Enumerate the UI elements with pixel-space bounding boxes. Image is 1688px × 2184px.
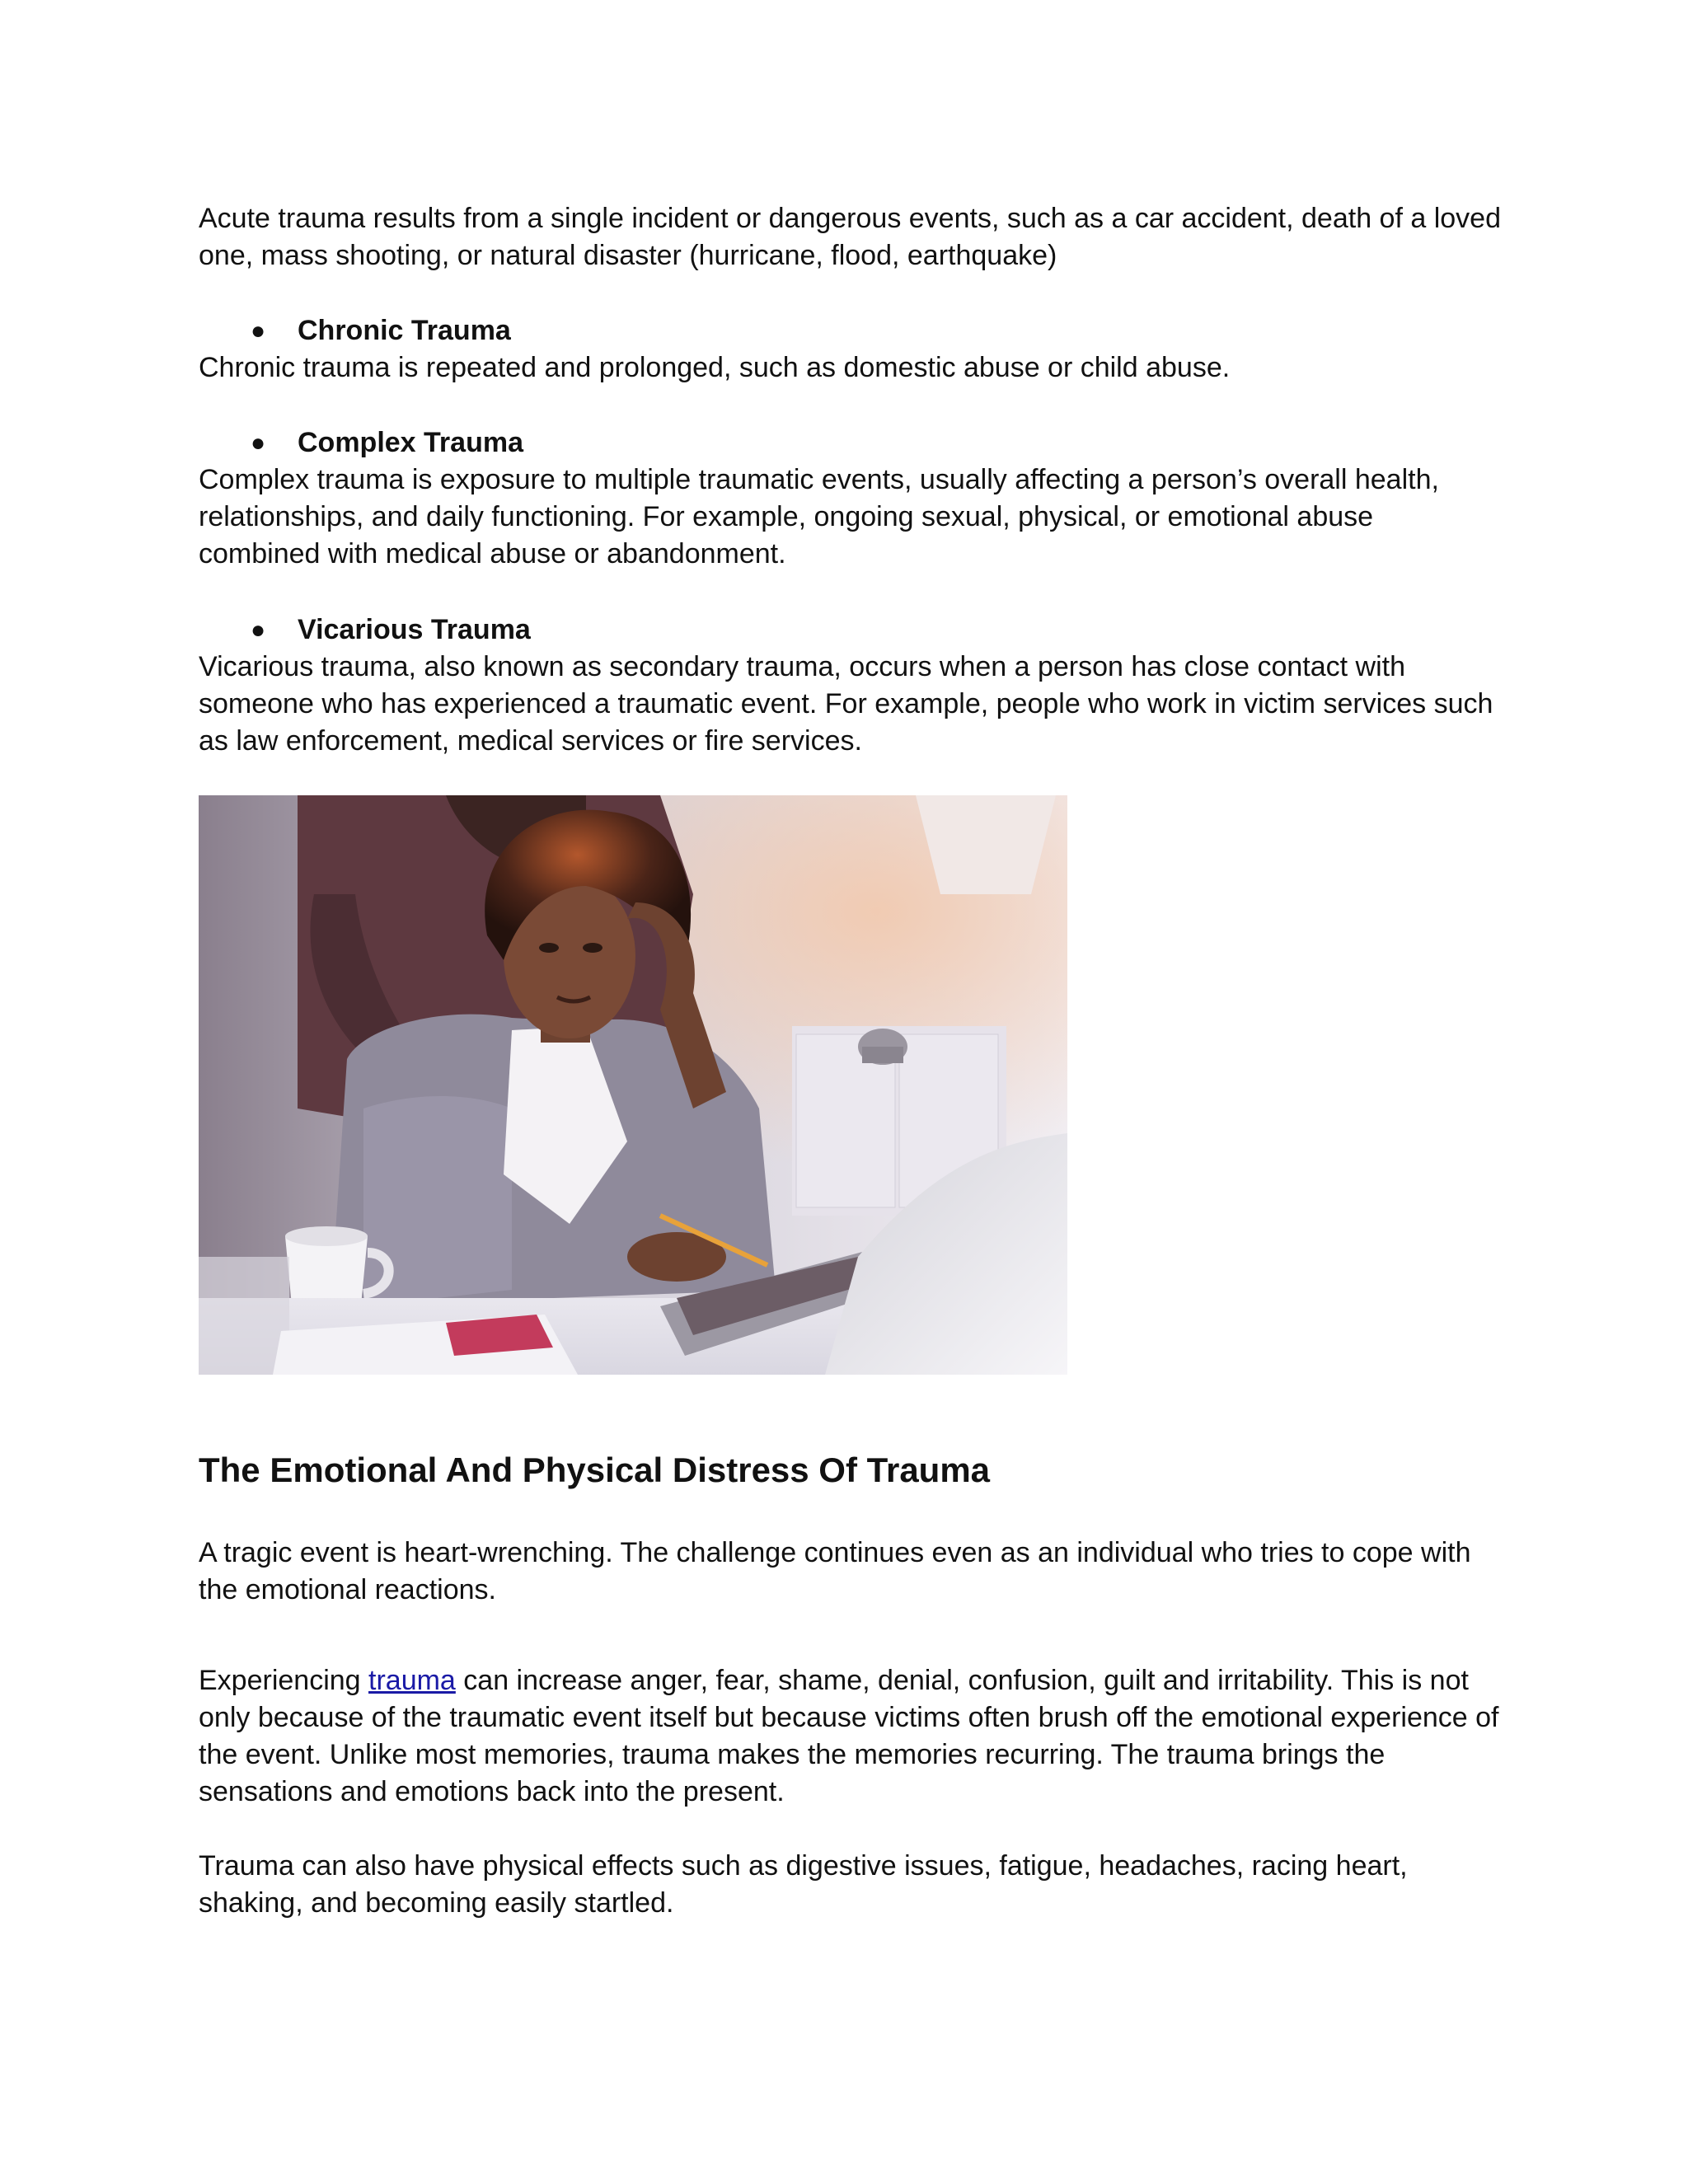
bullet-vicarious-trauma [199, 612, 1501, 649]
bullet-chronic-trauma [199, 312, 1501, 349]
tragic-event-paragraph: A tragic event is heart-wrenching. The challenge continues even as an individual who tries to cope with the emotional reactions. [199, 1537, 1471, 1605]
bullet-dot-icon: ● [251, 429, 266, 457]
complex-trauma-paragraph: Complex trauma is exposure to multiple traumatic events, usually affecting a person’s overall health, relationships, and daily functioning. For example, ongoing sexual, physical, or emotional abuse combined with medical abuse or abandonment. [199, 464, 1439, 569]
experiencing-trauma-paragraph [199, 1662, 1501, 1811]
stressed-woman-photo [199, 795, 1067, 1375]
section-heading: The Emotional And Physical Distress Of Trauma [199, 1451, 991, 1489]
bullet-complex-trauma [199, 424, 1501, 462]
bullet-label: Complex Trauma [298, 427, 523, 458]
bullet-dot-icon: ● [251, 616, 266, 644]
trauma-link[interactable]: trauma [368, 1665, 456, 1696]
bullet-label: Chronic Trauma [298, 315, 511, 346]
bullet-label: Vicarious Trauma [298, 614, 531, 645]
acute-trauma-paragraph: Acute trauma results from a single incident or dangerous events, such as a car accident, death of a loved one, mass shooting, or natural disaster (hurricane, flood, earthquake) [199, 203, 1501, 271]
experiencing-suffix: can increase anger, fear, shame, denial, confusion, guilt and irritability. This is not only because of the traumatic event itself but because victims often brush off the emotional experience of the event. Unlike most memories, trauma makes the memories recurring. The trauma brings the sensations and emotions back into the present. [199, 1665, 1499, 1807]
chronic-trauma-paragraph: Chronic trauma is repeated and prolonged, such as domestic abuse or child abuse. [199, 352, 1231, 383]
vicarious-trauma-paragraph: Vicarious trauma, also known as secondary trauma, occurs when a person has close contact with someone who has experienced a traumatic event. For example, people who work in victim services such as law enforcement, medical services or fire services. [199, 651, 1493, 757]
bullet-dot-icon: ● [251, 317, 266, 344]
physical-effects-paragraph: Trauma can also have physical effects such as digestive issues, fatigue, headaches, racing heart, shaking, and becoming easily startled. [199, 1850, 1408, 1919]
experiencing-prefix: Experiencing [199, 1665, 369, 1696]
